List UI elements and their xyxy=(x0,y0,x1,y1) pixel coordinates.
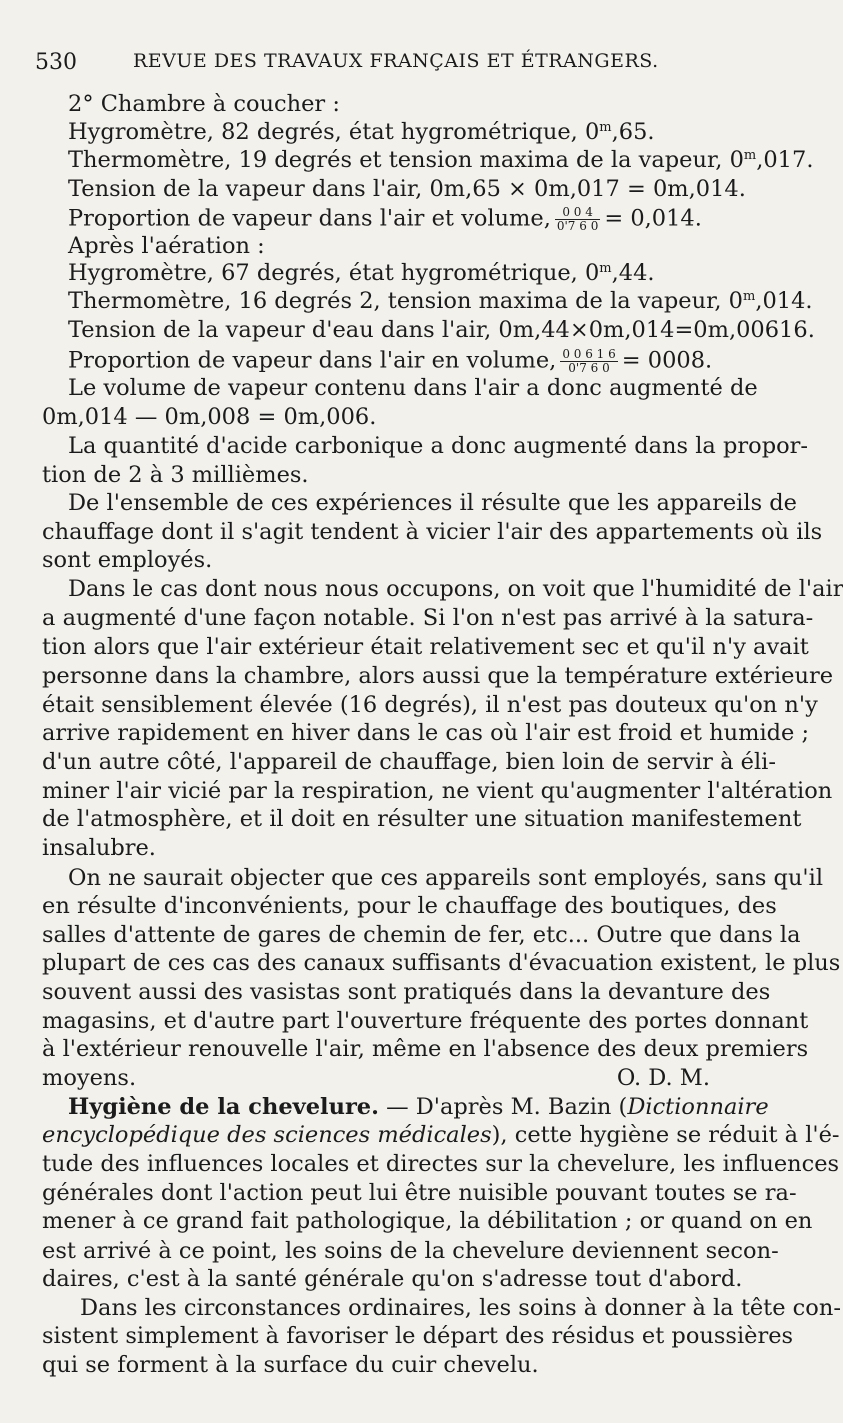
text-line xyxy=(0,464,800,487)
line-text: ,44. xyxy=(611,260,655,286)
line-text: d'un autre côté, l'appareil de chauffage, bien loin de servir à éli- xyxy=(42,749,776,775)
unit-superscript: m xyxy=(599,261,612,276)
line-text: Tension de la vapeur d'eau dans l'air, 0m,44×0m,014=0m,00616. xyxy=(68,317,815,343)
line-text: arrive rapidement en hiver dans le cas où l'air est froid et humide ; xyxy=(42,720,810,746)
line-text: sistent simplement à favoriser le départ des résidus et poussières xyxy=(42,1323,794,1349)
text-line xyxy=(0,406,800,429)
line-text: miner l'air vicié par la respiration, ne vient qu'augmenter l'altération xyxy=(42,778,833,804)
text-line xyxy=(0,663,834,689)
text-line xyxy=(0,317,815,343)
line-text: générales dont l'action peut lui être nuisible pouvant toutes se ra- xyxy=(42,1180,797,1206)
line-text: 2° Chambre à coucher : xyxy=(68,91,340,117)
text-line xyxy=(0,751,800,774)
fraction xyxy=(560,348,617,375)
line-text: daires, c'est à la santé générale qu'on s'adresse tout d'abord. xyxy=(42,1266,743,1292)
line-text: tion de 2 à 3 millièmes. xyxy=(42,462,309,488)
running-title: REVUE DES TRAVAUX FRANÇAIS ET ÉTRANGERS. xyxy=(133,50,659,72)
line-text: plupart de ces cas des canaux suffisants d'évacuation existent, le plus xyxy=(42,950,841,976)
line-text: souvent aussi des vasistas sont pratiqués dans la devanture des xyxy=(42,979,771,1005)
text-line xyxy=(0,1182,800,1205)
line-text: est arrivé à ce point, les soins de la chevelure deviennent secon- xyxy=(42,1238,779,1264)
page-number: 530 xyxy=(35,50,77,75)
line-text: Après l'aération : xyxy=(68,233,265,259)
line-text: tude des influences locales et directes sur la chevelure, les influences xyxy=(42,1151,840,1177)
text-line xyxy=(0,121,800,144)
text-line xyxy=(0,576,843,602)
text-line xyxy=(0,1096,800,1119)
line-text: a augmenté d'une façon notable. Si l'on n'est pas arrivé à la satura- xyxy=(42,605,814,631)
line-text: Proportion de vapeur dans l'air et volume, xyxy=(68,205,551,232)
text-line xyxy=(0,1240,800,1263)
line-text: Thermomètre, 16 degrés 2, tension maxima de la vapeur, 0 xyxy=(68,288,743,314)
line-text: insalubre. xyxy=(42,835,156,861)
fraction-denominator: 0'7 6 0 xyxy=(556,219,599,234)
italic-title: Dictionnaire xyxy=(627,1094,769,1120)
line-text: moyens. xyxy=(42,1065,137,1091)
line-text: salles d'attente de gares de chemin de fer, etc... Outre que dans la xyxy=(42,922,801,948)
text-line xyxy=(0,235,800,258)
text-line xyxy=(0,808,800,831)
text-line xyxy=(0,433,808,459)
line-text: qui se forment à la surface du cuir chevelu. xyxy=(42,1352,539,1378)
line-text: ,014. xyxy=(755,288,813,314)
line-text: Hygromètre, 67 degrés, état hygrométrique, 0 xyxy=(68,260,600,286)
line-text: Dans les circonstances ordinaires, les soins à donner à la tête con- xyxy=(80,1295,841,1321)
text-line xyxy=(0,348,800,375)
text-line xyxy=(0,924,800,947)
text-line xyxy=(0,1036,809,1062)
fraction-numerator: 0 0 6 1 6 xyxy=(562,347,616,361)
line-text: Dans le cas dont nous nous occupons, on voit que l'humidité de l'air xyxy=(68,576,843,602)
text-line xyxy=(0,865,824,891)
line-text: mener à ce grand fait pathologique, la débilitation ; or quand on en xyxy=(42,1208,813,1234)
unit-superscript: m xyxy=(599,120,612,135)
text-line xyxy=(0,1295,841,1321)
text-line xyxy=(0,981,800,1004)
text-line xyxy=(0,1354,800,1377)
line-text: De l'ensemble de ces expériences il résulte que les appareils de xyxy=(68,490,797,516)
text-line xyxy=(0,1008,809,1034)
text-line xyxy=(0,262,800,285)
text-line xyxy=(0,1151,840,1177)
line-text: magasins, et d'autre part l'ouverture fréquente des portes donnant xyxy=(42,1008,809,1034)
fraction-numerator: 0 0 4 xyxy=(555,206,600,220)
text-line xyxy=(0,692,818,718)
text-line xyxy=(0,778,833,804)
text-line xyxy=(0,549,800,572)
text-line xyxy=(0,605,814,631)
italic-title: encyclopédique des sciences médicales xyxy=(42,1122,492,1148)
text-line xyxy=(0,1268,800,1291)
line-text: = 0,014. xyxy=(604,205,702,232)
line-text: de l'atmosphère, et il doit en résulter une situation manifestement xyxy=(42,806,802,832)
unit-superscript: m xyxy=(743,289,756,304)
text-line xyxy=(0,519,823,545)
line-text: Thermomètre, 19 degrés et tension maxima de la vapeur, 0 xyxy=(68,147,744,173)
line-text: La quantité d'acide carbonique a donc augmenté dans la propor- xyxy=(68,433,808,459)
line-text: ), cette hygiène se réduit à l'é- xyxy=(491,1122,840,1148)
text-line xyxy=(0,206,800,233)
text-line xyxy=(0,837,800,860)
line-text: était sensiblement élevée (16 degrés), il n'est pas douteux qu'on n'y xyxy=(42,692,818,718)
text-line xyxy=(0,1122,840,1148)
line-text: tion alors que l'air extérieur était relativement sec et qu'il n'y avait xyxy=(42,634,809,660)
text-line xyxy=(0,1208,813,1234)
line-text: Tension de la vapeur dans l'air, 0m,65 × 0m,017 = 0m,014. xyxy=(68,176,746,202)
line-text: sont employés. xyxy=(42,547,213,573)
text-line xyxy=(0,93,800,116)
text-line xyxy=(0,634,809,660)
line-text: On ne saurait objecter que ces appareils sont employés, sans qu'il xyxy=(68,865,824,891)
fraction-denominator: 0'7 6 0 xyxy=(568,361,610,376)
line-text: chauffage dont il s'agit tendent à vicier l'air des appartements où ils xyxy=(42,519,823,545)
text-line xyxy=(0,950,841,976)
line-text: Le volume de vapeur contenu dans l'air a donc augmenté de xyxy=(68,375,758,401)
line-text: ,65. xyxy=(611,119,655,145)
section-heading: Hygiène de la chevelure. xyxy=(68,1094,379,1120)
line-text: en résulte d'inconvénients, pour le chauffage des boutiques, des xyxy=(42,893,777,919)
line-text: ,017. xyxy=(756,147,814,173)
text-line xyxy=(0,1067,800,1090)
text-line xyxy=(0,147,814,173)
text-line xyxy=(0,377,800,400)
line-text: — D'après M. Bazin ( xyxy=(378,1094,628,1120)
line-text: Hygromètre, 82 degrés, état hygrométrique, 0 xyxy=(68,119,600,145)
text-line xyxy=(0,1325,800,1348)
text-line xyxy=(0,720,810,746)
line-text: à l'extérieur renouvelle l'air, même en l'absence des deux premiers xyxy=(42,1036,809,1062)
line-text: Proportion de vapeur dans l'air en volume, xyxy=(68,347,557,374)
text-line xyxy=(0,492,800,515)
text-line xyxy=(0,178,800,201)
unit-superscript: m xyxy=(743,148,757,163)
text-line xyxy=(0,288,813,314)
author-signature: O. D. M. xyxy=(616,1065,710,1091)
line-text: = 0008. xyxy=(621,347,713,374)
line-text: 0m,014 — 0m,008 = 0m,006. xyxy=(42,404,377,430)
fraction xyxy=(555,206,600,233)
line-text: personne dans la chambre, alors aussi que la température extérieure xyxy=(42,663,834,689)
text-line xyxy=(0,895,800,918)
